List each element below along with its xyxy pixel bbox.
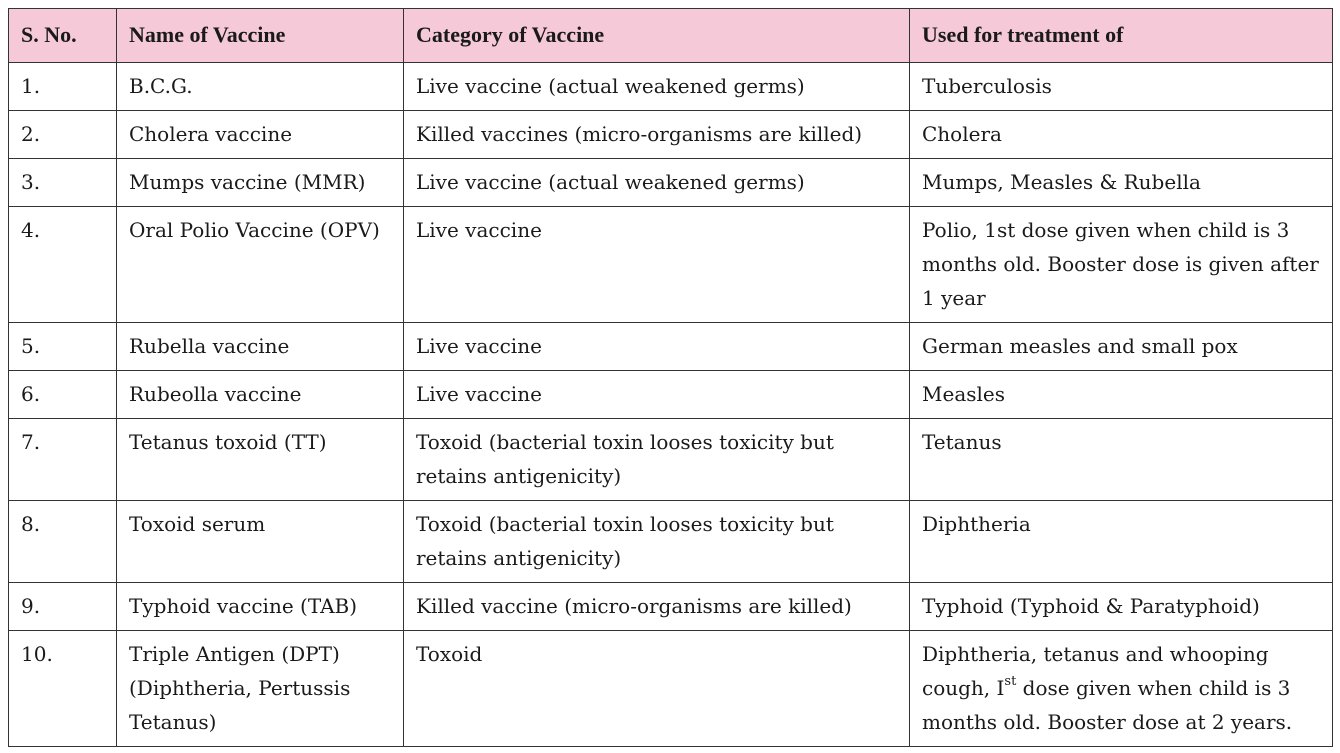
cell-used-for <box>910 631 1333 747</box>
table-row <box>9 323 1333 371</box>
cell-vaccine-category: Live vaccine <box>404 323 910 371</box>
table-row <box>9 419 1333 501</box>
cell-used-for: Typhoid (Typhoid & Paratyphoid) <box>910 583 1333 631</box>
cell-vaccine-name: Typhoid vaccine (TAB) <box>117 583 404 631</box>
table-header <box>9 9 1333 63</box>
header-used-for: Used for treatment of <box>910 9 1333 63</box>
cell-sno: 1. <box>9 63 117 111</box>
cell-vaccine-category: Killed vaccines (micro-organisms are killed) <box>404 111 910 159</box>
header-sno: S. No. <box>9 9 117 63</box>
cell-used-for: Measles <box>910 371 1333 419</box>
cell-sno: 10. <box>9 631 117 747</box>
cell-vaccine-category: Toxoid (bacterial toxin looses toxicity but retains antigenicity) <box>404 501 910 583</box>
cell-used-for: Tuberculosis <box>910 63 1333 111</box>
table-row <box>9 207 1333 323</box>
cell-sno: 5. <box>9 323 117 371</box>
cell-used-for: Polio, 1st dose given when child is 3 months old. Booster dose is given after 1 year <box>910 207 1333 323</box>
cell-vaccine-category: Killed vaccine (micro-organisms are killed) <box>404 583 910 631</box>
cell-used-for: Mumps, Measles & Rubella <box>910 159 1333 207</box>
table-row <box>9 631 1333 747</box>
cell-vaccine-name: Tetanus toxoid (TT) <box>117 419 404 501</box>
cell-vaccine-name: Oral Polio Vaccine (OPV) <box>117 207 404 323</box>
cell-used-for: German measles and small pox <box>910 323 1333 371</box>
cell-vaccine-category: Live vaccine <box>404 207 910 323</box>
cell-vaccine-name: Rubella vaccine <box>117 323 404 371</box>
cell-sno: 9. <box>9 583 117 631</box>
cell-sno: 2. <box>9 111 117 159</box>
table-row <box>9 63 1333 111</box>
cell-vaccine-name: Cholera vaccine <box>117 111 404 159</box>
cell-sno: 4. <box>9 207 117 323</box>
used-for-text-part1: Diphtheria, tetanus and whooping cough, I <box>922 642 1269 700</box>
cell-vaccine-category: Live vaccine (actual weakened germs) <box>404 63 910 111</box>
cell-sno: 3. <box>9 159 117 207</box>
table-row <box>9 159 1333 207</box>
vaccine-table <box>8 8 1333 747</box>
table-row <box>9 501 1333 583</box>
cell-vaccine-category: Live vaccine (actual weakened germs) <box>404 159 910 207</box>
table-row <box>9 583 1333 631</box>
cell-vaccine-name: Rubeolla vaccine <box>117 371 404 419</box>
cell-vaccine-name: B.C.G. <box>117 63 404 111</box>
table-body <box>9 63 1333 747</box>
used-for-text-part2: dose given when child is 3 months old. Booster dose at 2 years. <box>922 676 1293 734</box>
table-row <box>9 111 1333 159</box>
cell-vaccine-category: Toxoid (bacterial toxin looses toxicity but retains antigenicity) <box>404 419 910 501</box>
cell-vaccine-name: Triple Antigen (DPT) (Diphtheria, Pertussis Tetanus) <box>117 631 404 747</box>
cell-sno: 7. <box>9 419 117 501</box>
cell-vaccine-category: Live vaccine <box>404 371 910 419</box>
header-vaccine-name: Name of Vaccine <box>117 9 404 63</box>
header-vaccine-category: Category of Vaccine <box>404 9 910 63</box>
cell-used-for: Cholera <box>910 111 1333 159</box>
ordinal-superscript: st <box>1004 674 1017 690</box>
cell-sno: 8. <box>9 501 117 583</box>
table-row <box>9 371 1333 419</box>
cell-vaccine-name: Mumps vaccine (MMR) <box>117 159 404 207</box>
cell-used-for: Tetanus <box>910 419 1333 501</box>
header-row <box>9 9 1333 63</box>
cell-vaccine-name: Toxoid serum <box>117 501 404 583</box>
cell-used-for: Diphtheria <box>910 501 1333 583</box>
cell-vaccine-category: Toxoid <box>404 631 910 747</box>
cell-sno: 6. <box>9 371 117 419</box>
